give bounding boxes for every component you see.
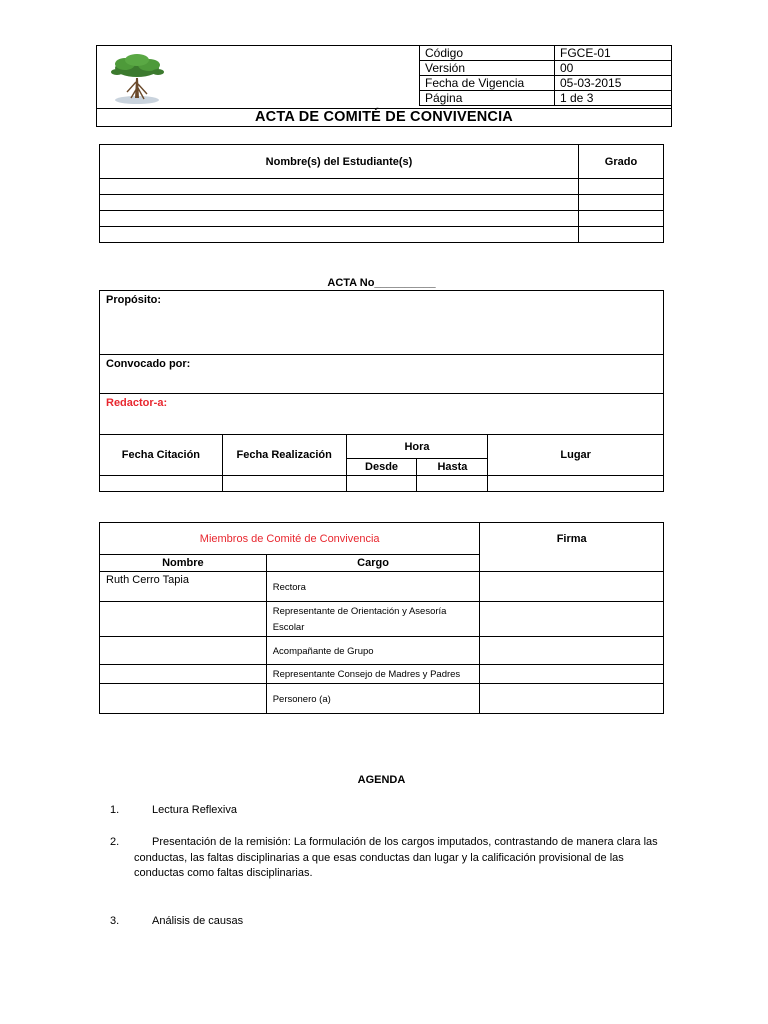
student-name-cell[interactable] — [100, 211, 579, 227]
committee-title-row — [100, 523, 664, 555]
meta-label: Página — [420, 91, 555, 106]
acta-table — [99, 290, 664, 492]
student-grade-cell[interactable] — [579, 195, 664, 211]
nombre-header: Nombre — [100, 555, 267, 572]
lugar-cell[interactable] — [488, 476, 664, 492]
member-name[interactable] — [100, 637, 267, 665]
schedule-header-row — [100, 435, 664, 459]
redactor-field[interactable]: Redactor-a: — [100, 394, 664, 435]
document-meta-table — [419, 45, 672, 106]
agenda-item-number: 1. — [110, 804, 120, 816]
schedule-value-row — [100, 476, 664, 492]
table-row — [100, 665, 664, 684]
meta-label: Versión — [420, 61, 555, 76]
agenda-item-text: Presentación de la remisión: La formulación de los cargos imputados, contrastando de manera clara las conductas, las faltas disciplinarias a que esas conductas dan lugar y la calificación provisional de las conductas como faltas disciplinarias. — [134, 836, 658, 879]
meta-value: 00 — [555, 61, 672, 76]
students-grade-header: Grado — [579, 145, 664, 179]
meta-row-pagina — [420, 91, 672, 106]
agenda-item-number: 3. — [110, 915, 120, 927]
member-name[interactable] — [100, 602, 267, 637]
table-row — [100, 179, 664, 195]
student-grade-cell[interactable] — [579, 211, 664, 227]
member-firma[interactable] — [480, 637, 664, 665]
member-cargo: Rectora — [266, 572, 480, 602]
meta-value: 1 de 3 — [555, 91, 672, 106]
student-grade-cell[interactable] — [579, 227, 664, 243]
student-name-cell[interactable] — [100, 179, 579, 195]
convocado-row — [100, 355, 664, 394]
meta-label: Código — [420, 46, 555, 61]
lugar-header: Lugar — [488, 435, 664, 476]
acta-number: ACTA No__________ — [327, 277, 436, 289]
member-name[interactable]: Ruth Cerro Tapia — [100, 572, 267, 602]
fecha-citacion-header: Fecha Citación — [100, 435, 223, 476]
agenda-item-text: Lectura Reflexiva — [152, 804, 237, 816]
tree-logo-icon — [105, 48, 169, 108]
page-title: ACTA DE COMITÉ DE CONVIVENCIA — [255, 109, 513, 125]
desde-header: Desde — [346, 459, 417, 476]
meta-value: FGCE-01 — [555, 46, 672, 61]
meta-row-version — [420, 61, 672, 76]
meta-row-fecha-vigencia — [420, 76, 672, 91]
agenda-title: AGENDA — [357, 774, 406, 786]
hasta-cell[interactable] — [417, 476, 488, 492]
committee-title: Miembros de Comité de Convivencia — [100, 523, 480, 555]
fecha-realizacion-cell[interactable] — [222, 476, 346, 492]
member-cargo: Personero (a) — [266, 684, 480, 714]
table-row — [100, 572, 664, 602]
proposito-row — [100, 291, 664, 355]
student-grade-cell[interactable] — [579, 179, 664, 195]
convocado-field[interactable]: Convocado por: — [100, 355, 664, 394]
committee-table — [99, 522, 664, 714]
hora-header: Hora — [346, 435, 488, 459]
table-row — [100, 684, 664, 714]
member-firma[interactable] — [480, 684, 664, 714]
member-name[interactable] — [100, 665, 267, 684]
students-header-row — [100, 145, 664, 179]
member-cargo: Representante de Orientación y Asesoría Escolar — [266, 602, 480, 637]
member-firma[interactable] — [480, 602, 664, 637]
table-row — [100, 637, 664, 665]
proposito-field[interactable]: Propósito: — [100, 291, 664, 355]
meta-row-codigo — [420, 46, 672, 61]
member-cargo: Representante Consejo de Madres y Padres — [266, 665, 480, 684]
meta-value: 05-03-2015 — [555, 76, 672, 91]
students-name-header: Nombre(s) del Estudiante(s) — [100, 145, 579, 179]
student-name-cell[interactable] — [100, 227, 579, 243]
redactor-row — [100, 394, 664, 435]
fecha-citacion-cell[interactable] — [100, 476, 223, 492]
member-firma[interactable] — [480, 665, 664, 684]
desde-cell[interactable] — [346, 476, 417, 492]
table-row — [100, 227, 664, 243]
hasta-header: Hasta — [417, 459, 488, 476]
meta-label: Fecha de Vigencia — [420, 76, 555, 91]
member-name[interactable] — [100, 684, 267, 714]
member-firma[interactable] — [480, 572, 664, 602]
agenda-item-number: 2. — [110, 836, 120, 848]
cargo-header: Cargo — [266, 555, 480, 572]
table-row — [100, 211, 664, 227]
fecha-realizacion-header: Fecha Realización — [222, 435, 346, 476]
firma-header: Firma — [480, 523, 664, 572]
table-row — [100, 602, 664, 637]
member-cargo: Acompañante de Grupo — [266, 637, 480, 665]
table-row — [100, 195, 664, 211]
students-table — [99, 144, 664, 243]
student-name-cell[interactable] — [100, 195, 579, 211]
agenda-item-text: Análisis de causas — [152, 915, 244, 927]
